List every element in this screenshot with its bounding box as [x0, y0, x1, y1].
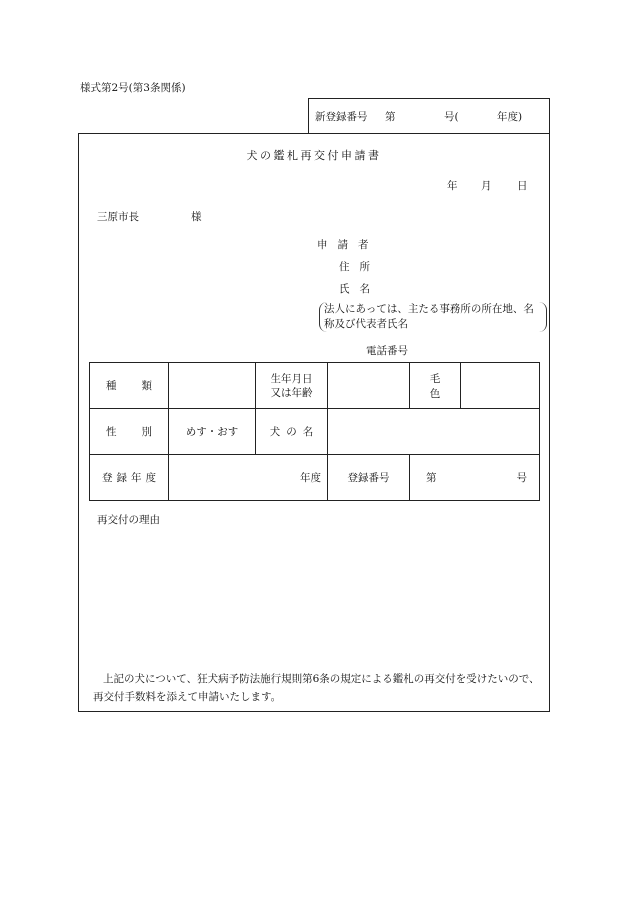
birth-cell[interactable]: [328, 363, 410, 409]
reg-no-cell[interactable]: [410, 455, 540, 501]
form-title: 犬の鑑札再交付申請書: [246, 149, 382, 162]
table-row: [90, 363, 540, 409]
birth-label-line1: 生年月日: [270, 372, 313, 385]
form-number-label: 様式第2号(第3条関係): [80, 82, 186, 94]
reissue-reason-label: 再交付の理由: [97, 514, 160, 526]
sex-label: 性別: [90, 409, 169, 455]
table-row: [90, 455, 540, 501]
reg-year-label: 登録年度: [90, 455, 169, 501]
dog-info-table: [89, 362, 540, 501]
phone-label: 電話番号: [366, 345, 408, 357]
registration-number-dai: 第: [385, 111, 396, 123]
coat-label: 毛色: [410, 363, 461, 409]
sex-options[interactable]: めす・おす: [169, 409, 256, 455]
dog-name-cell[interactable]: [328, 409, 540, 455]
addressee-honorific: 様: [191, 211, 202, 223]
birth-label: [256, 363, 328, 409]
date-month-label: 月: [481, 180, 492, 192]
coat-cell[interactable]: [461, 363, 540, 409]
registration-number-label: 新登録番号: [315, 111, 368, 123]
application-form: [78, 133, 550, 712]
closing-statement: 上記の犬について、狂犬病予防法施行規則第6条の規定による鑑札の再交付を受けたいので、再交付手数料を添えて申請いたします。: [93, 673, 540, 703]
table-row: [90, 409, 540, 455]
reg-no-go: 号: [516, 472, 527, 484]
address-label: 住所: [339, 261, 380, 273]
breed-label: 種類: [90, 363, 169, 409]
addressee: 三原市長: [97, 211, 139, 223]
date-day-label: 日: [517, 180, 528, 192]
name-label: 氏名: [339, 283, 380, 295]
reg-year-cell[interactable]: [169, 455, 328, 501]
reg-year-suffix: 年度: [300, 472, 321, 484]
birth-label-line2: 又は年齢: [270, 386, 313, 399]
reg-no-label: 登録番号: [328, 455, 410, 501]
registration-number-box: [308, 98, 550, 134]
breed-cell[interactable]: [169, 363, 256, 409]
dog-name-label: 犬の名: [256, 409, 328, 455]
registration-number-year: 年度): [497, 111, 523, 123]
corporate-note: 法人にあっては、主たる事務所の所在地、名称及び代表者氏名: [319, 302, 547, 332]
reg-no-dai: 第: [426, 472, 437, 484]
applicant-label: 申請者: [317, 239, 379, 251]
date-year-label: 年: [447, 180, 458, 192]
registration-number-go: 号(: [444, 111, 459, 123]
